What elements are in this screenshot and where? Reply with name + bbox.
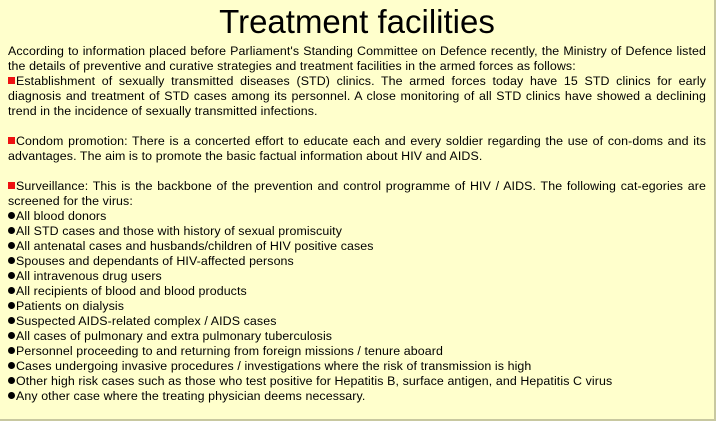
black-dot-bullet-icon [8,272,15,279]
list-item: All recipients of blood and blood products [8,284,706,299]
black-dot-bullet-icon [8,287,15,294]
list-item: Personnel proceeding to and returning from foreign missions / tenure aboard [8,344,706,359]
page-title: Treatment facilities [219,3,495,40]
list-item: All STD cases and those with history of sexual promiscuity [8,224,706,239]
list-item: Suspected AIDS-related complex / AIDS cases [8,314,706,329]
paragraph-spacer [8,119,706,134]
black-dot-bullet-icon [8,302,15,309]
section-condom-promotion-text: Condom promotion: There is a concerted effort to educate each and every soldier regarding the use of con-doms and its advantages. The aim is to promote the basic factual information about HIV and AIDS. [8,134,706,163]
list-item: Other high risk cases such as those who test positive for Hepatitis B, surface antigen, and Hepatitis C virus [8,374,706,389]
black-dot-bullet-icon [8,377,15,384]
black-dot-bullet-icon [8,242,15,249]
list-item: All cases of pulmonary and extra pulmonary tuberculosis [8,329,706,344]
black-dot-bullet-icon [8,317,15,324]
paragraph-spacer [8,164,706,179]
list-item: All blood donors [8,209,706,224]
black-dot-bullet-icon [8,347,15,354]
screened-categories-list [8,209,706,404]
red-square-bullet-icon [8,77,15,84]
black-dot-bullet-icon [8,332,15,339]
black-dot-bullet-icon [8,227,15,234]
black-dot-bullet-icon [8,212,15,219]
red-square-bullet-icon [8,182,15,189]
document-body [8,44,706,404]
section-condom-promotion [8,134,706,164]
list-item: All intravenous drug users [8,269,706,284]
list-item: All antenatal cases and husbands/children of HIV positive cases [8,239,706,254]
section-surveillance-text: Surveillance: This is the backbone of the prevention and control programme of HIV / AIDS. The following cat-egories are screened for the virus: [8,179,706,208]
section-std-clinics [8,74,706,119]
black-dot-bullet-icon [8,257,15,264]
red-square-bullet-icon [8,137,15,144]
list-item: Spouses and dependants of HIV-affected persons [8,254,706,269]
black-dot-bullet-icon [8,362,15,369]
section-std-clinics-text: Establishment of sexually transmitted diseases (STD) clinics. The armed forces today have 15 STD clinics for early diagnosis and treatment of STD cases among its personnel. A close monitoring of all STD clinics have showed a declining trend in the incidence of sexually transmitted infections. [8,74,706,118]
black-dot-bullet-icon [8,392,15,399]
list-item: Patients on dialysis [8,299,706,314]
section-surveillance [8,179,706,209]
list-item: Any other case where the treating physician deems necessary. [8,389,706,404]
list-item: Cases undergoing invasive procedures / investigations where the risk of transmission is high [8,359,706,374]
intro-paragraph: According to information placed before Parliament's Standing Committee on Defence recently, the Ministry of Defence listed the details of preventive and curative strategies and treatment facilities in the armed forces as follows: [8,44,706,73]
